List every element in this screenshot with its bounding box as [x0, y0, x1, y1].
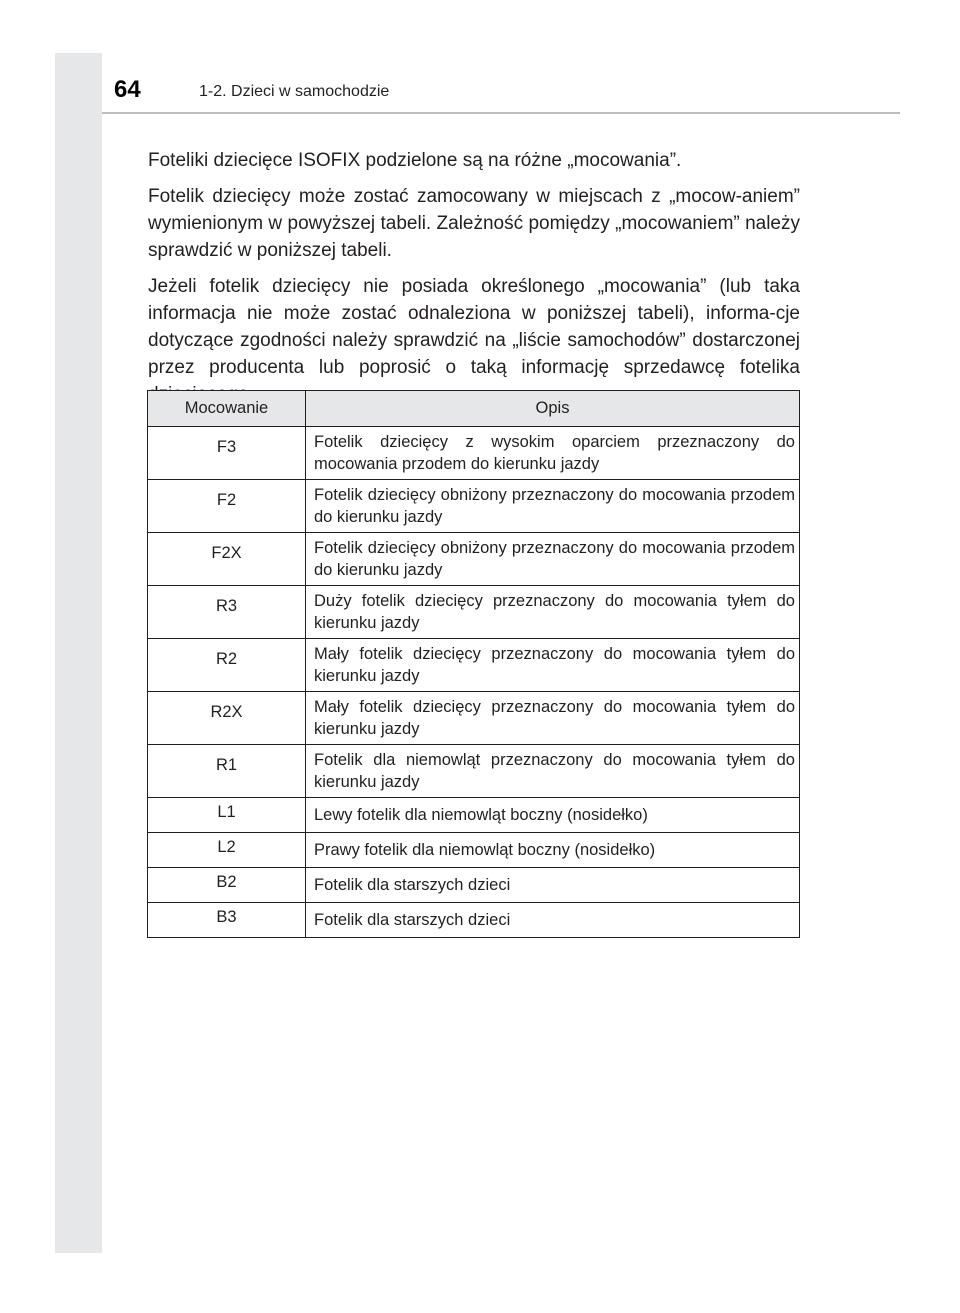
table-header-row: [148, 391, 800, 427]
table-row: [148, 903, 800, 938]
fixture-description: Fotelik dla niemowląt przeznaczony do mocowania tyłem do kierunku jazdy: [306, 745, 800, 798]
fixture-code: R2: [148, 639, 306, 692]
table-row: [148, 868, 800, 903]
isofix-fixture-table: [147, 390, 800, 938]
body-text: [148, 147, 800, 417]
fixture-code: L2: [148, 833, 306, 868]
table-row: [148, 798, 800, 833]
table-row: [148, 427, 800, 480]
section-title: 1-2. Dzieci w samochodzie: [199, 83, 390, 100]
fixture-code: B2: [148, 868, 306, 903]
table-row: [148, 833, 800, 868]
fixture-description: Lewy fotelik dla niemowląt boczny (nosidełko): [306, 798, 800, 833]
table-row: [148, 586, 800, 639]
header-divider: [102, 112, 900, 114]
fixture-description: Duży fotelik dziecięcy przeznaczony do mocowania tyłem do kierunku jazdy: [306, 586, 800, 639]
fixture-code: R2X: [148, 692, 306, 745]
sidebar-band: [55, 53, 102, 1253]
fixture-description: Fotelik dziecięcy obniżony przeznaczony do mocowania przodem do kierunku jazdy: [306, 480, 800, 533]
fixture-description: Fotelik dla starszych dzieci: [306, 903, 800, 938]
fixture-code: R3: [148, 586, 306, 639]
table-row: [148, 639, 800, 692]
fixture-description: Fotelik dla starszych dzieci: [306, 868, 800, 903]
page-header: [55, 53, 900, 113]
fixture-description: Mały fotelik dziecięcy przeznaczony do mocowania tyłem do kierunku jazdy: [306, 692, 800, 745]
paragraph: Fotelik dziecięcy może zostać zamocowany w miejscach z „mocow-aniem” wymienionym w powyższej tabeli. Zależność pomiędzy „mocowaniem” należy sprawdzić w poniższej tabeli.: [148, 186, 800, 261]
fixture-code: L1: [148, 798, 306, 833]
table-row: [148, 692, 800, 745]
fixture-description: Mały fotelik dziecięcy przeznaczony do mocowania tyłem do kierunku jazdy: [306, 639, 800, 692]
column-header-fixture: Mocowanie: [148, 391, 306, 427]
fixture-description: Fotelik dziecięcy z wysokim oparciem przeznaczony do mocowania przodem do kierunku jazdy: [306, 427, 800, 480]
table-row: [148, 533, 800, 586]
fixture-code: R1: [148, 745, 306, 798]
column-header-description: Opis: [306, 391, 800, 427]
page-number: 64: [114, 76, 141, 103]
paragraph: Jeżeli fotelik dziecięcy nie posiada określonego „mocowania” (lub taka informacja nie może zostać odnaleziona w poniższej tabeli), informa-cje dotyczące zgodności należy sprawdzić na „liście samochodów” dostarczonej przez producenta lub poprosić o taką informację sprzedawcę fotelika: [148, 276, 800, 378]
table-row: [148, 480, 800, 533]
fixture-code: B3: [148, 903, 306, 938]
fixture-description: Fotelik dziecięcy obniżony przeznaczony do mocowania przodem do kierunku jazdy: [306, 533, 800, 586]
fixture-description: Prawy fotelik dla niemowląt boczny (nosidełko): [306, 833, 800, 868]
fixture-code: F2X: [148, 533, 306, 586]
fixture-code: F2: [148, 480, 306, 533]
fixture-code: F3: [148, 427, 306, 480]
paragraph: Foteliki dziecięce ISOFIX podzielone są na różne „mocowania”.: [148, 150, 682, 171]
table-row: [148, 745, 800, 798]
